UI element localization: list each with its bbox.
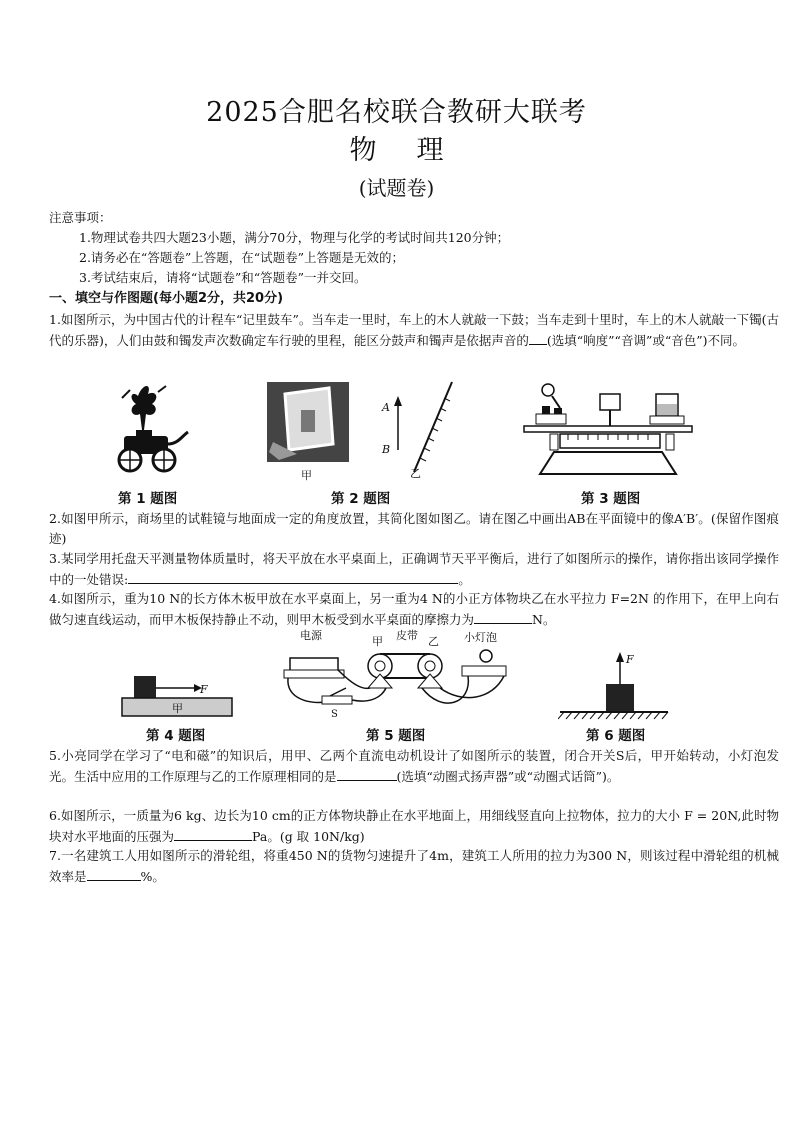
fig5-label-belt: 皮带	[396, 629, 418, 642]
fig5-label-yi: 乙	[428, 635, 439, 648]
question-1-text: 1.如图所示，为中国古代的计程车“记里鼓车”。当车走一里时，车上的木人就敲一下鼓；当车走到十里时，车上的木人就敲一下镯(古代的乐器)，人们由鼓和镯发声次数确定车行驶的里程，能区分鼓声和镯声是依据声音的	[49, 312, 779, 348]
question-7-tail: %。	[140, 869, 165, 884]
fig2-mirror-diagram	[378, 378, 458, 478]
answer-blank-3	[128, 569, 458, 584]
subject-char-1: 物	[349, 135, 377, 166]
fig5-label-bulb: 小灯泡	[464, 631, 497, 644]
question-3-text: 3.某同学用托盘天平测量物体质量时，将天平放在水平桌面上，正确调节天平平衡后，进行了如图所示的操作，请你指出该同学操作中的一处错误:	[49, 551, 779, 587]
fig1-drum-cart-image	[108, 378, 192, 476]
fig2-mirror-photo	[267, 382, 349, 462]
answer-blank-1	[529, 330, 547, 345]
question-4-end: N。	[532, 612, 556, 627]
note-item-1: 1.物理试卷共四大题23小题，满分70分，物理与化学的考试时间共120分钟；	[79, 230, 510, 245]
fig5-label-S: S	[331, 709, 338, 720]
question-6-text: 6.如图所示，一质量为6 kg、边长为10 cm的正方体物块静止在水平地面上，用细线竖直向上拉物体，拉力的大小 F = 20N,此时物块对水平地面的压强为	[49, 808, 779, 844]
fig2-label-yi: 乙	[410, 467, 421, 480]
section-1-heading: 一、填空与作图题(每小题2分，共20分)	[49, 291, 284, 306]
question-4	[49, 589, 779, 630]
question-5-tail: (选填“动圈式扬声器”或“动圈式话筒”)。	[396, 769, 620, 784]
note-item-2: 2.请务必在“答题卷”上答题，在“试题卷”上答题是无效的；	[79, 250, 404, 265]
fig4-label-F: F	[200, 683, 208, 696]
fig2-label-B: B	[382, 443, 391, 456]
fig1-caption: 第 1 题图	[118, 491, 178, 507]
answer-blank-5	[337, 766, 397, 781]
exam-subtitle: (试题卷)	[358, 176, 435, 200]
question-6	[49, 806, 779, 847]
question-6-tail: Pa。(g 取 10N/kg)	[252, 829, 365, 844]
answer-blank-7	[87, 866, 141, 881]
question-2: 2.如图甲所示，商场里的试鞋镜与地面成一定的角度放置，其简化图如图乙。请在图乙中画出AB在平面镜中的像A′B′。(保留作图痕迹)	[49, 511, 779, 546]
fig6-label-F: F	[626, 653, 634, 666]
fig6-caption: 第 6 题图	[586, 728, 646, 744]
fig2-caption: 第 2 题图	[331, 491, 391, 507]
subject-title	[0, 128, 793, 167]
question-3-end: 。	[458, 572, 471, 587]
question-1-tail: (选填“响度”“音调”或“音色”)不同。	[546, 333, 745, 348]
fig5-label-power: 电源	[300, 629, 322, 642]
fig6-cube-force-diagram	[558, 648, 670, 720]
fig5-label-jia: 甲	[372, 635, 383, 648]
fig5-motor-circuit-diagram	[282, 644, 522, 718]
subject-char-2: 理	[416, 135, 444, 166]
fig5-caption: 第 5 题图	[366, 728, 426, 744]
answer-blank-6	[174, 826, 252, 841]
question-5	[49, 746, 779, 787]
fig4-label-jia: 甲	[172, 702, 183, 715]
question-7-text: 7.一名建筑工人用如图所示的滑轮组，将重450 N的货物匀速提升了4m，建筑工人所用的拉力为300 N，则该过程中滑轮组的机械效率是	[49, 848, 779, 884]
fig3-caption: 第 3 题图	[581, 491, 641, 507]
question-1	[49, 310, 779, 351]
exam-title: 2025合肥名校联合教研大联考	[206, 97, 587, 128]
fig2-label-jia: 甲	[301, 469, 312, 482]
fig3-balance-diagram	[520, 374, 696, 482]
question-5-text: 5.小亮同学在学习了“电和磁”的知识后，用甲、乙两个直流电动机设计了如图所示的装置，闭合开关S后，甲开始转动，小灯泡发光。生活中应用的工作原理与乙的工作原理相同的是	[49, 748, 779, 784]
note-item-3: 3.考试结束后，请将“试题卷”和“答题卷”一并交回。	[79, 270, 367, 285]
question-7	[49, 846, 779, 887]
notes-heading: 注意事项：	[49, 210, 112, 225]
question-4-text: 4.如图所示，重为10 N的长方体木板甲放在水平桌面上，另一重为4 N的小正方体物块乙在水平拉力 F=2N 的作用下，在甲上向右做匀速直线运动，而甲木板保持静止不动，则甲木板受到水平桌面的摩擦力为	[49, 591, 779, 627]
question-3	[49, 549, 779, 590]
answer-blank-4	[474, 609, 532, 624]
fig4-caption: 第 4 题图	[146, 728, 206, 744]
fig2-label-A: A	[382, 401, 390, 414]
